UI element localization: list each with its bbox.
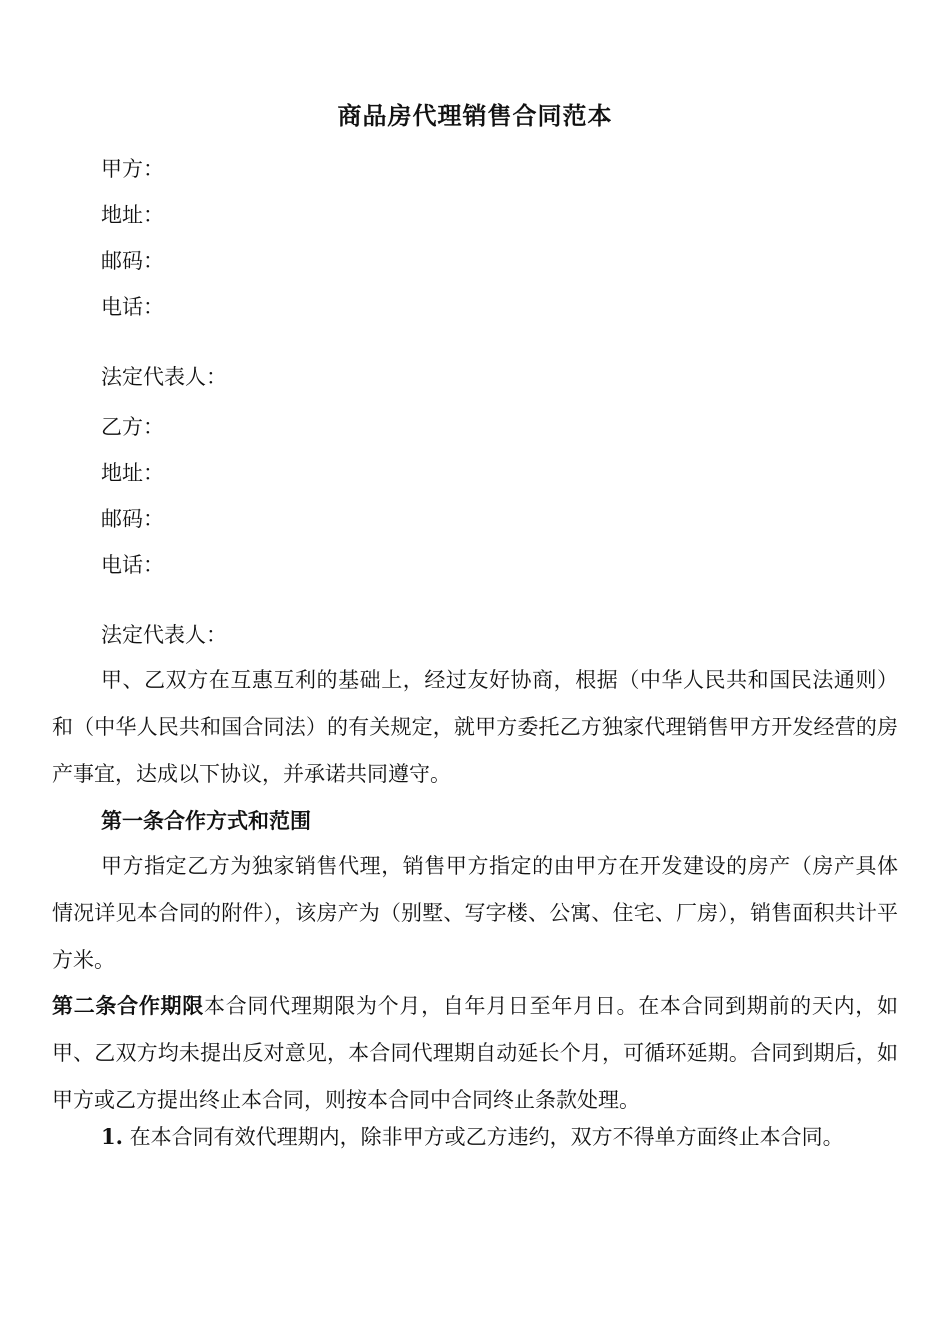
party-a-postcode-label: 邮码：: [101, 249, 164, 273]
article-2-paragraph: [52, 982, 898, 1124]
party-b-phone-label: 电话：: [101, 553, 164, 577]
party-a-rep-label: 法定代表人：: [101, 365, 227, 389]
party-a-name-label: 甲方：: [101, 157, 164, 181]
party-a-address-label: 地址：: [101, 203, 164, 227]
article-1-body: 甲方指定乙方为独家销售代理，销售甲方指定的由甲方在开发建设的房产（房产具体情况详见本合同的附件），该房产为（别墅、写字楼、公寓、住宅、厂房），销售面积共计平方米。: [52, 854, 898, 972]
preamble-paragraph: 甲、乙双方在互惠互利的基础上，经过友好协商，根据（中华人民共和国民法通则）和（中华人民共和国合同法）的有关规定，就甲方委托乙方独家代理销售甲方开发经营的房产事宜，达成以下协议，并承诺共同遵守。: [52, 668, 898, 786]
party-b-name-label: 乙方：: [101, 415, 164, 439]
clause-1-text: 在本合同有效代理期内，除非甲方或乙方违约，双方不得单方面终止本合同。: [129, 1125, 844, 1149]
clause-1-number: 1.: [101, 1124, 123, 1149]
party-b-postcode-label: 邮码：: [101, 507, 164, 531]
document-title: 商品房代理销售合同范本: [337, 101, 613, 130]
article-1-heading: 第一条合作方式和范围: [101, 808, 311, 833]
article-2-body: 本合同代理期限为个月，自年月日至年月日。在本合同到期前的天内，如甲、乙双方均未提出反对意见，本合同代理期自动延长个月，可循环延期。合同到期后，如甲方或乙方提出终止本合同，则按本合同中合同终止条款处理。: [52, 994, 899, 1112]
party-a-phone-label: 电话：: [101, 295, 164, 319]
article-2-heading: 第二条合作期限: [52, 993, 204, 1018]
clause-1: [52, 1124, 898, 1150]
party-b-address-label: 地址：: [101, 461, 164, 485]
party-b-rep-label: 法定代表人：: [101, 623, 227, 647]
